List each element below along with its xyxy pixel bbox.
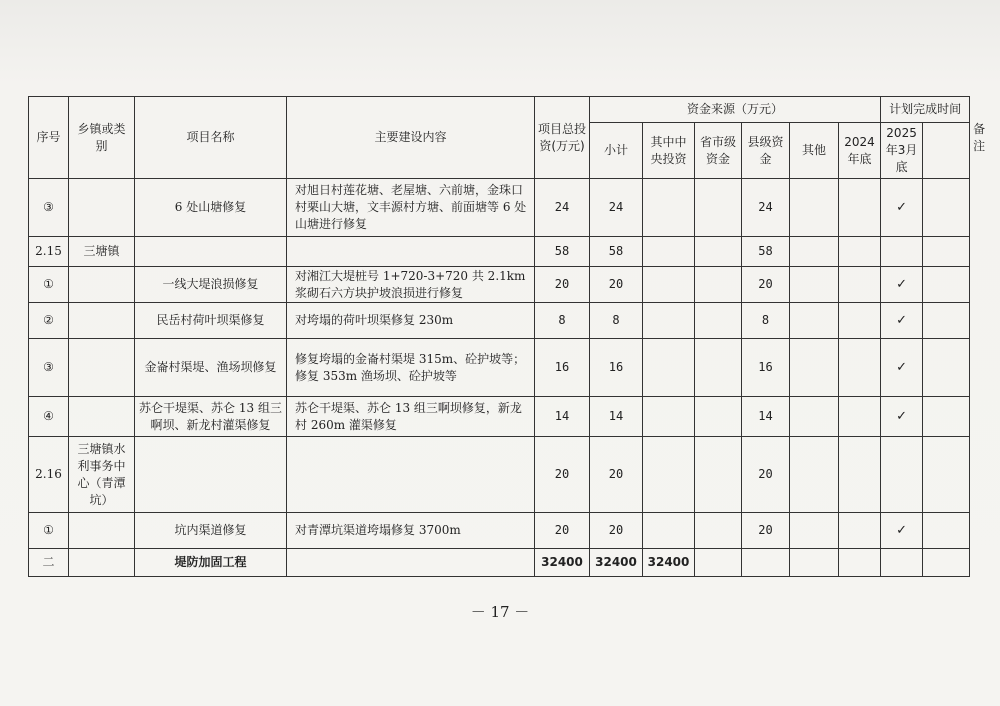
cell-content: 苏仑干堤渠、苏仑 13 组三啊坝修复，新龙村 260m 灌渠修复 [287,397,535,437]
cell-town [69,513,135,549]
cell-county: 8 [742,303,790,339]
project-table: 序号 乡镇或类别 项目名称 主要建设内容 项目总投资(万元) 资金来源（万元） 计划完成时间 备注 小计 其中中央投资 省市级资金 县级资金 其他 2024年底 2025年3月底 ③ 6 处山塘修复 对旭日村莲花塘、老屋塘、六前塘，金珠口村栗山大塘，文丰源村方塘、前面塘等 6 处山塘进行修复 24 24 24 ✓ 2.15 三塘镇 58 58 58 ① 一线大堤浪损修复 对湘江大堤桩号 1+720-3+720 共 2.1km 浆砌石六方块护坡浪损进行修复 20 20 20 ✓ ② 民岳村荷叶坝渠修复 对垮塌的荷叶坝渠修复 230m 8 8 8 ✓ ③ 金崙村渠堤、渔场坝修复 修复垮塌的金崙村渠堤 315m、砼护坡等；修复 353m 渔场坝、砼护坡等 16 16 16 ✓ ④ 苏仑干堤渠、苏仑 13 组三啊坝、新龙村灌渠修复 苏仑干堤渠、苏仑 13 组三啊坝修复，新龙村 260m 灌渠修复 14 14 14 ✓ 2.16 三塘镇水利事务中心（青潭坑） 20 20 20 ① 坑内渠道修复 对青潭坑渠道垮塌修复 3700m 20 20 20 ✓ 二 堤防加固工程 32400 32400 32400 [28,96,970,577]
cell-total: 32400 [535,549,590,577]
cell-central [643,179,695,237]
cell-provincial [695,549,742,577]
cell-subtotal: 20 [590,267,643,303]
cell-central [643,339,695,397]
cell-total: 20 [535,513,590,549]
cell-county: 58 [742,237,790,267]
cell-town: 三塘镇水利事务中心（青潭坑） [69,437,135,513]
cell-central [643,303,695,339]
cell-2025 [881,549,923,577]
cell-provincial [695,339,742,397]
header-plan-time: 计划完成时间 [881,97,970,123]
header-fund-source: 资金来源（万元） [590,97,881,123]
cell-2024 [839,267,881,303]
cell-2024 [839,549,881,577]
cell-county: 16 [742,339,790,397]
cell-remark [923,397,970,437]
cell-2025 [881,437,923,513]
cell-town [69,397,135,437]
table-row [29,303,970,339]
cell-provincial [695,267,742,303]
cell-2024 [839,397,881,437]
cell-remark [923,437,970,513]
cell-name: 6 处山塘修复 [135,179,287,237]
cell-central [643,437,695,513]
cell-subtotal: 20 [590,437,643,513]
cell-remark [923,513,970,549]
cell-no: ② [29,303,69,339]
table-row [29,237,970,267]
cell-other [790,437,839,513]
header-provincial: 省市级资金 [695,123,742,179]
header-2024: 2024年底 [839,123,881,179]
cell-subtotal: 20 [590,513,643,549]
cell-2024 [839,303,881,339]
header-content: 主要建设内容 [287,97,535,179]
cell-central [643,237,695,267]
check-icon: ✓ [881,397,923,437]
cell-content: 修复垮塌的金崙村渠堤 315m、砼护坡等；修复 353m 渔场坝、砼护坡等 [287,339,535,397]
cell-total: 20 [535,267,590,303]
cell-name: 苏仑干堤渠、苏仑 13 组三啊坝、新龙村灌渠修复 [135,397,287,437]
table-row [29,437,970,513]
cell-remark [923,339,970,397]
cell-other [790,339,839,397]
cell-total: 58 [535,237,590,267]
cell-subtotal: 14 [590,397,643,437]
cell-central: 32400 [643,549,695,577]
cell-2025 [881,237,923,267]
cell-total: 24 [535,179,590,237]
cell-2024 [839,237,881,267]
table-row [29,397,970,437]
cell-remark [923,179,970,237]
cell-provincial [695,437,742,513]
table-row [29,513,970,549]
cell-name: 民岳村荷叶坝渠修复 [135,303,287,339]
check-icon: ✓ [881,513,923,549]
cell-provincial [695,179,742,237]
cell-remark [923,237,970,267]
cell-total: 14 [535,397,590,437]
cell-name: 坑内渠道修复 [135,513,287,549]
header-town: 乡镇或类别 [69,97,135,179]
table-row [29,339,970,397]
cell-county [742,549,790,577]
cell-no: ① [29,513,69,549]
cell-remark [923,267,970,303]
header-central: 其中中央投资 [643,123,695,179]
cell-town [69,267,135,303]
cell-provincial [695,303,742,339]
cell-county: 20 [742,437,790,513]
cell-no: 二 [29,549,69,577]
cell-content: 对垮塌的荷叶坝渠修复 230m [287,303,535,339]
header-subtotal: 小计 [590,123,643,179]
header-total-invest: 项目总投资(万元) [535,97,590,179]
cell-no: 2.15 [29,237,69,267]
cell-provincial [695,237,742,267]
table-row [29,549,970,577]
table-body [29,179,970,577]
cell-content: 对旭日村莲花塘、老屋塘、六前塘，金珠口村栗山大塘，文丰源村方塘、前面塘等 6 处山塘进行修复 [287,179,535,237]
cell-2024 [839,437,881,513]
cell-subtotal: 16 [590,339,643,397]
cell-county: 14 [742,397,790,437]
check-icon: ✓ [881,179,923,237]
cell-county: 20 [742,267,790,303]
table-row [29,267,970,303]
cell-name [135,237,287,267]
cell-other [790,397,839,437]
cell-town: 三塘镇 [69,237,135,267]
cell-other [790,179,839,237]
cell-content: 对湘江大堤桩号 1+720-3+720 共 2.1km 浆砌石六方块护坡浪损进行修复 [287,267,535,303]
cell-central [643,397,695,437]
cell-subtotal: 8 [590,303,643,339]
page-number: － 17 － [470,603,530,621]
cell-central [643,267,695,303]
cell-remark [923,303,970,339]
cell-town [69,549,135,577]
header-project-name: 项目名称 [135,97,287,179]
cell-other [790,513,839,549]
cell-name: 金崙村渠堤、渔场坝修复 [135,339,287,397]
header-no: 序号 [29,97,69,179]
cell-content: 对青潭坑渠道垮塌修复 3700m [287,513,535,549]
cell-content [287,437,535,513]
cell-other [790,303,839,339]
cell-subtotal: 32400 [590,549,643,577]
cell-subtotal: 24 [590,179,643,237]
cell-subtotal: 58 [590,237,643,267]
cell-name: 堤防加固工程 [135,549,287,577]
cell-total: 16 [535,339,590,397]
cell-provincial [695,397,742,437]
cell-no: ③ [29,179,69,237]
header-county: 县级资金 [742,123,790,179]
cell-no: ④ [29,397,69,437]
table-row [29,179,970,237]
cell-county: 24 [742,179,790,237]
cell-other [790,267,839,303]
check-icon: ✓ [881,339,923,397]
cell-other [790,237,839,267]
cell-content [287,549,535,577]
header-other: 其他 [790,123,839,179]
cell-no: ① [29,267,69,303]
cell-central [643,513,695,549]
cell-town [69,339,135,397]
header-2025: 2025年3月底 [881,123,923,179]
check-icon: ✓ [881,303,923,339]
cell-total: 20 [535,437,590,513]
cell-2024 [839,179,881,237]
cell-town [69,303,135,339]
cell-provincial [695,513,742,549]
cell-2024 [839,339,881,397]
cell-no: 2.16 [29,437,69,513]
cell-town [69,179,135,237]
cell-remark [923,549,970,577]
cell-no: ③ [29,339,69,397]
cell-2024 [839,513,881,549]
cell-content [287,237,535,267]
cell-name [135,437,287,513]
check-icon: ✓ [881,267,923,303]
cell-county: 20 [742,513,790,549]
cell-name: 一线大堤浪损修复 [135,267,287,303]
cell-other [790,549,839,577]
cell-total: 8 [535,303,590,339]
